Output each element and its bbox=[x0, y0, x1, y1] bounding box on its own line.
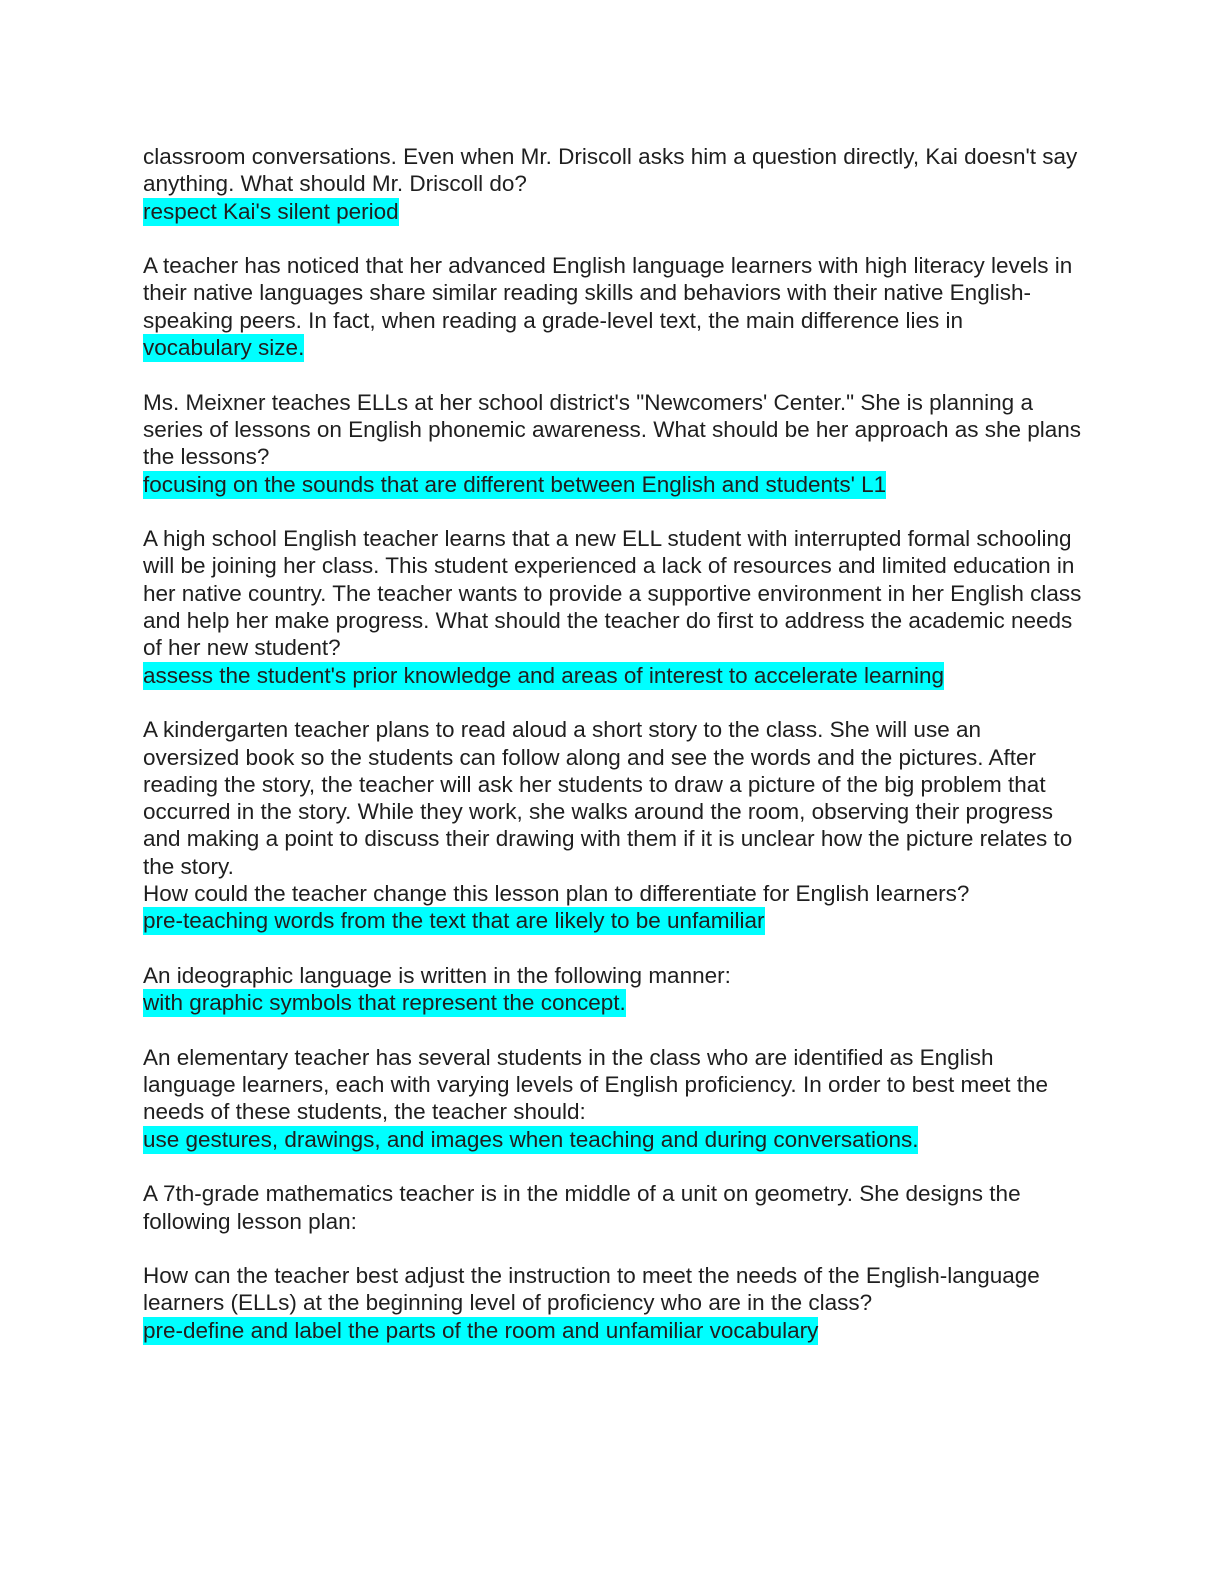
question-text: classroom conversations. Even when Mr. Driscoll asks him a question directly, Kai doesn't say anything. What should Mr. Driscoll do? bbox=[143, 144, 1084, 197]
answer bbox=[143, 662, 1083, 689]
answer bbox=[143, 1317, 1083, 1344]
answer-highlight: pre-define and label the parts of the room and unfamiliar vocabulary bbox=[143, 1317, 819, 1343]
answer-highlight: respect Kai's silent period bbox=[143, 198, 399, 224]
question-text: How can the teacher best adjust the instruction to meet the needs of the English-language learners (ELLs) at the beginning level of proficiency who are in the class? bbox=[143, 1263, 1047, 1316]
question-text: How could the teacher change this lesson plan to differentiate for English learners? bbox=[143, 881, 970, 907]
question-text: A 7th-grade mathematics teacher is in the middle of a unit on geometry. She designs the following lesson plan: bbox=[143, 1181, 1027, 1234]
answer bbox=[143, 198, 1083, 225]
qa-item bbox=[143, 1044, 1083, 1153]
qa-item bbox=[143, 1180, 1083, 1235]
question bbox=[143, 252, 1083, 334]
answer bbox=[143, 334, 1083, 361]
question bbox=[143, 716, 1083, 907]
qa-item bbox=[143, 525, 1088, 689]
answer bbox=[143, 471, 1083, 498]
question bbox=[143, 525, 1088, 661]
question bbox=[143, 1044, 1083, 1126]
answer bbox=[143, 1126, 1083, 1153]
question-text: An elementary teacher has several students in the class who are identified as English language learners, each with varying levels of English proficiency. In order to best meet the needs of these students, the teacher should: bbox=[143, 1044, 1055, 1125]
question bbox=[143, 389, 1088, 471]
question-text: Ms. Meixner teaches ELLs at her school district's "Newcomers' Center." She is planning a series of lessons on English phonemic awareness. What should be her approach as she plans the lessons? bbox=[143, 389, 1088, 470]
question-text: A teacher has noticed that her advanced English language learners with high literacy levels in their native languages share similar reading skills and behaviors with their native English-speaking peers. In fact, when reading a grade-level text, the main difference lies in bbox=[143, 253, 1079, 333]
question bbox=[143, 1262, 1083, 1317]
answer-highlight: with graphic symbols that represent the concept. bbox=[143, 990, 626, 1016]
answer-highlight: pre-teaching words from the text that are likely to be unfamiliar bbox=[143, 908, 765, 934]
answer-highlight: assess the student's prior knowledge and areas of interest to accelerate learning bbox=[143, 662, 945, 688]
answer bbox=[143, 907, 1083, 934]
answer bbox=[143, 989, 1083, 1016]
qa-item bbox=[143, 962, 1083, 1017]
document-page bbox=[143, 143, 1088, 1371]
answer-highlight: use gestures, drawings, and images when teaching and during conversations. bbox=[143, 1126, 919, 1152]
question bbox=[143, 962, 1083, 989]
question-text: A high school English teacher learns that a new ELL student with interrupted formal schooling will be joining her class. This student experienced a lack of resources and limited education in her native country. The teacher wants to provide a supportive environment in her English class and help her make progress. What should the teacher do first to address the academic needs of her new student? bbox=[143, 526, 1088, 661]
question-text: An ideographic language is written in the following manner: bbox=[143, 962, 731, 988]
answer-highlight: focusing on the sounds that are different between English and students' L1 bbox=[143, 471, 887, 497]
qa-item bbox=[143, 1262, 1083, 1344]
answer-highlight: vocabulary size. bbox=[143, 335, 305, 361]
question bbox=[143, 143, 1083, 198]
qa-item bbox=[143, 143, 1083, 225]
question bbox=[143, 1180, 1083, 1235]
qa-item bbox=[143, 252, 1083, 361]
qa-item bbox=[143, 389, 1088, 498]
question-text: A kindergarten teacher plans to read aloud a short story to the class. She will use an oversized book so the students can follow along and see the words and the pictures. After reading the story, the teacher will ask her students to draw a picture of the big problem that occurred in the story. While they work, she walks around the room, observing their progress and making a point to discuss their drawing with them if it is unclear how the picture relates to the story. bbox=[143, 717, 1079, 879]
qa-item bbox=[143, 716, 1083, 934]
